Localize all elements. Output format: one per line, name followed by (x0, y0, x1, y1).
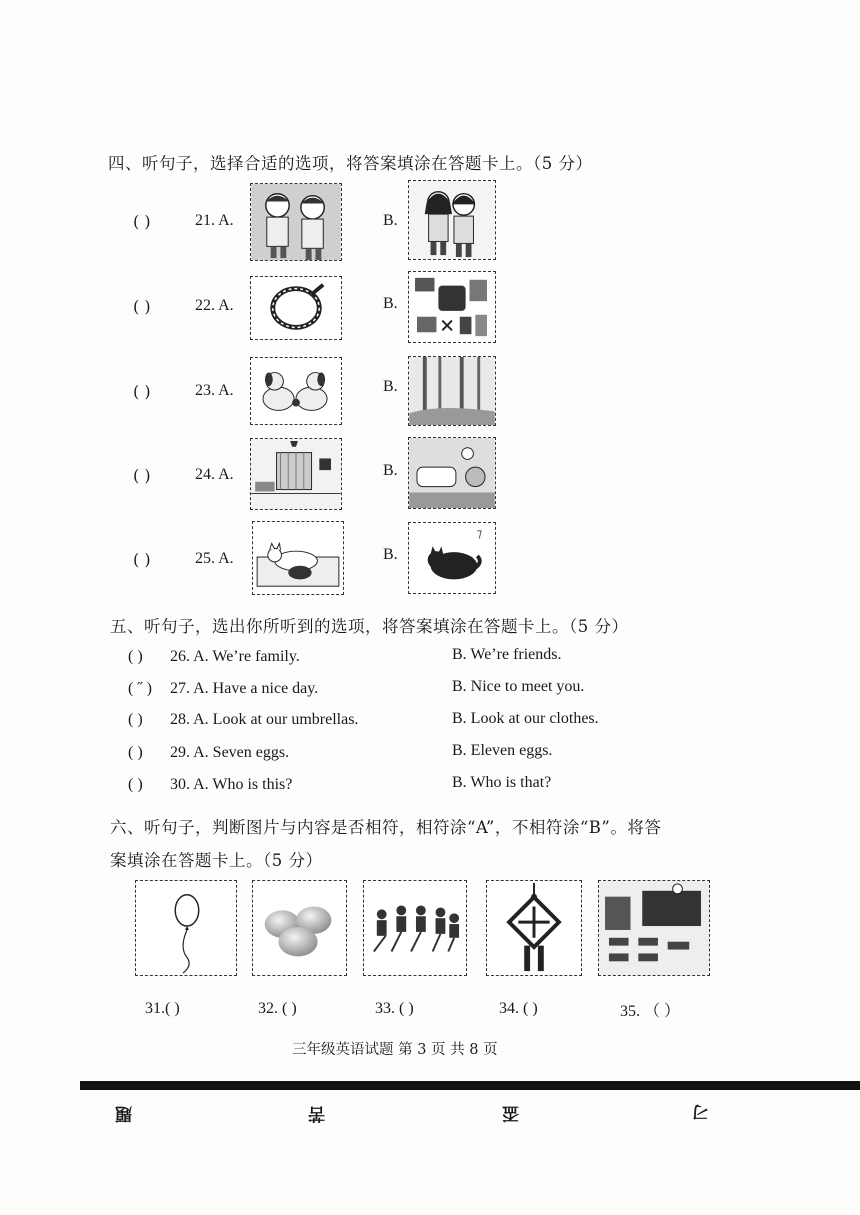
answer-paren-27: ( ˝ ) (128, 680, 152, 697)
mirrored-char-1: 題 (115, 1103, 132, 1123)
answer-paren-29: ( ) (128, 744, 143, 761)
balloon-icon (135, 880, 237, 976)
answer-32: 32. ( ) (258, 1000, 297, 1017)
section-4-title: 四、听句子，选择合适的选项，将答案填涂在答题卡上。（5 分） (108, 154, 593, 173)
option-b-28: B. Look at our clothes. (452, 710, 599, 727)
option-b-29: B. Eleven eggs. (452, 742, 553, 759)
living-room-icon (250, 438, 342, 510)
option-b-label-22: B. (383, 295, 398, 312)
option-b-30: B. Who is that? (452, 774, 552, 791)
question-label-22: 22. A. (195, 297, 234, 314)
two-boys-talking-icon (250, 183, 342, 261)
eggs-icon (252, 880, 347, 976)
answer-31: 31.( ) (145, 1000, 180, 1017)
answer-paren-22: ( ) (133, 297, 151, 316)
answer-paren-25: ( ) (133, 550, 151, 569)
option-b-27: B. Nice to meet you. (452, 678, 585, 695)
black-cat-icon (408, 522, 496, 594)
answer-35: 35. （ ） (620, 1003, 681, 1020)
mirrored-char-2: 苦 (308, 1103, 325, 1123)
section-5-title: 五、听句子，选出你所听到的选项，将答案填涂在答题卡上。（5 分） (110, 617, 629, 636)
section-6-title-line1: 六、听句子，判断图片与内容是否相符，相符涂“A”，不相符涂“B”。将答 (110, 818, 662, 837)
option-a-28: 28. A. Look at our umbrellas. (170, 711, 359, 728)
two-girls-icon (408, 180, 496, 260)
answer-paren-23: ( ) (133, 382, 151, 401)
question-label-24: 24. A. (195, 466, 234, 483)
two-dogs-icon (250, 357, 342, 425)
answer-34: 34. ( ) (499, 1000, 538, 1017)
option-b-label-23: B. (383, 378, 398, 395)
option-a-29: 29. A. Seven eggs. (170, 744, 290, 761)
mirrored-char-3: 盃 (502, 1103, 519, 1123)
answer-paren-24: ( ) (133, 466, 151, 485)
option-b-label-25: B. (383, 546, 398, 563)
children-playing-icon (363, 880, 467, 976)
section-6-title-line2: 案填涂在答题卡上。（5 分） (110, 851, 323, 870)
answer-paren-30: ( ) (128, 776, 143, 793)
question-label-21: 21. A. (195, 212, 234, 229)
rope-icon (250, 276, 342, 340)
option-a-30: 30. A. Who is this? (170, 776, 293, 793)
bathroom-icon (408, 437, 496, 509)
answer-paren-28: ( ) (128, 711, 143, 728)
classroom-icon (598, 880, 710, 976)
trees-icon (408, 356, 496, 426)
school-things-icon (408, 271, 496, 343)
option-a-26: 26. A. We’re family. (170, 648, 300, 665)
option-b-label-21: B. (383, 212, 398, 229)
answer-33: 33. ( ) (375, 1000, 414, 1017)
answer-paren-26: ( ) (128, 648, 143, 665)
option-a-27: 27. A. Have a nice day. (170, 680, 319, 697)
option-b-26: B. We’re friends. (452, 646, 562, 663)
mirrored-char-4: 刁 (692, 1101, 709, 1121)
answer-paren-21: ( ) (133, 212, 151, 231)
page-footer: 三年级英语试题 第 3 页 共 8 页 (292, 1042, 498, 1058)
divider-bar (80, 1081, 860, 1090)
option-b-label-24: B. (383, 462, 398, 479)
question-label-23: 23. A. (195, 382, 234, 399)
question-label-25: 25. A. (195, 550, 234, 567)
cat-on-bed-icon (252, 521, 344, 595)
chinese-knot-icon (486, 880, 582, 976)
